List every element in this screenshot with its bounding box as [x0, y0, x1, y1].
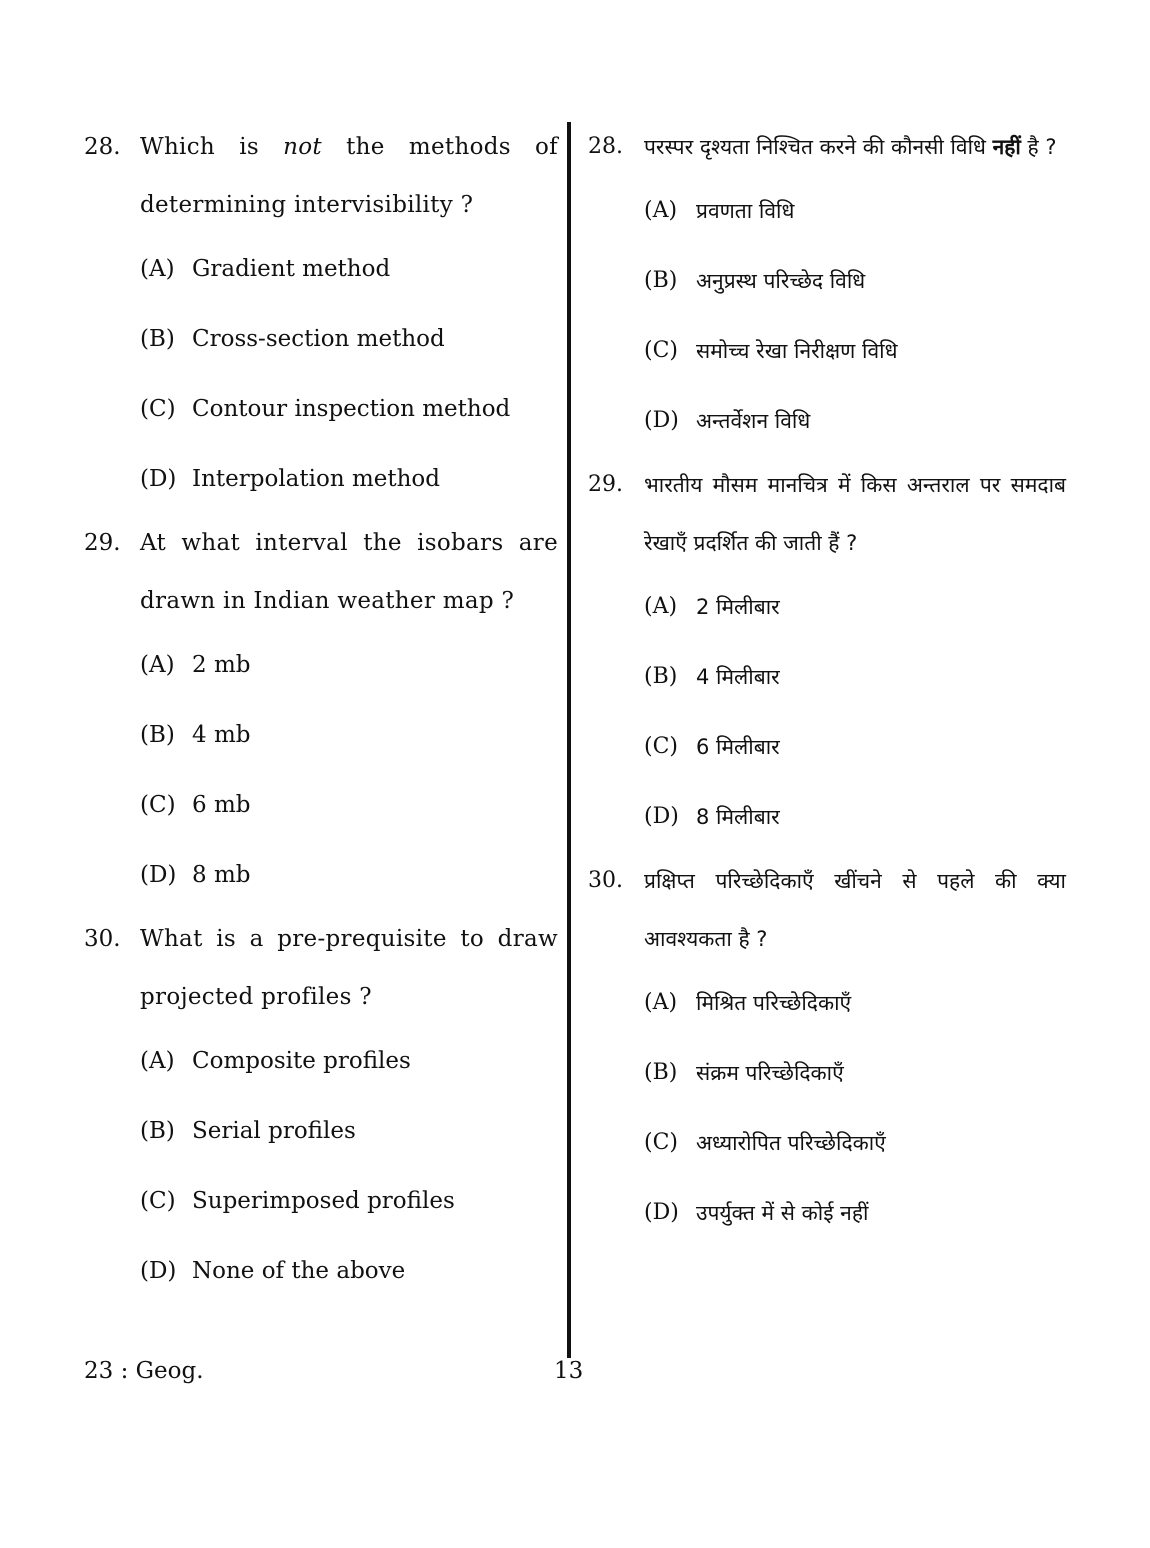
question-30-hindi [588, 852, 1066, 1248]
column-divider [567, 122, 571, 1358]
question-number: 29. [588, 472, 623, 497]
option-a: (A) 2 mb [140, 652, 251, 678]
option-b: (B) संक्रम परिच्छेदिकाएँ [644, 1060, 844, 1085]
paper-code: 23 : Geog. [84, 1358, 204, 1384]
option-a: (A) Gradient method [140, 256, 391, 282]
option-d: (D) 8 mb [140, 862, 251, 888]
option-a: (A) 2 मिलीबार [644, 594, 780, 619]
question-29-hindi [588, 456, 1066, 852]
question-30-english [84, 910, 558, 1306]
english-column [84, 118, 558, 1306]
question-stem: Which is not the methods of determining intervisibility ? [140, 134, 558, 218]
option-b: (B) 4 mb [140, 722, 251, 748]
question-number: 30. [84, 926, 121, 952]
question-stem: At what interval the isobars are drawn in Indian weather map ? [140, 530, 558, 614]
question-number: 29. [84, 530, 121, 556]
question-number: 30. [588, 868, 623, 893]
option-c: (C) अध्यारोपित परिच्छेदिकाएँ [644, 1130, 886, 1155]
question-number: 28. [588, 134, 623, 159]
question-29-english [84, 514, 558, 910]
option-a: (A) Composite profiles [140, 1048, 411, 1074]
option-b: (B) अनुप्रस्थ परिच्छेद विधि [644, 268, 866, 293]
question-stem: भारतीय मौसम मानचित्र में किस अन्तराल पर समदाब रेखाएँ प्रदर्शित की जाती हैं ? [644, 473, 1066, 555]
question-stem: प्रक्षिप्त परिच्छेदिकाएँ खींचने से पहले की क्या आवश्यकता है ? [644, 869, 1066, 951]
option-c: (C) समोच्च रेखा निरीक्षण विधि [644, 338, 898, 363]
hindi-column [588, 118, 1066, 1248]
option-d: (D) 8 मिलीबार [644, 804, 780, 829]
option-a: (A) प्रवणता विधि [644, 198, 795, 223]
option-d: (D) None of the above [140, 1258, 406, 1284]
question-28-english [84, 118, 558, 514]
question-stem: परस्पर दृश्यता निश्चित करने की कौनसी विधि नहीं है ? [644, 135, 1057, 159]
option-a: (A) मिश्रित परिच्छेदिकाएँ [644, 990, 852, 1015]
page-number: 13 [554, 1358, 584, 1384]
option-d: (D) अन्तर्वेशन विधि [644, 408, 811, 433]
option-d: (D) उपर्युक्त में से कोई नहीं [644, 1200, 869, 1225]
option-c: (C) Superimposed profiles [140, 1188, 455, 1214]
option-b: (B) 4 मिलीबार [644, 664, 780, 689]
option-c: (C) Contour inspection method [140, 396, 511, 422]
emphasis-nahin: नहीं [992, 135, 1021, 159]
option-d: (D) Interpolation method [140, 466, 441, 492]
option-c: (C) 6 mb [140, 792, 251, 818]
question-number: 28. [84, 134, 121, 160]
question-28-hindi [588, 118, 1066, 456]
option-b: (B) Cross-section method [140, 326, 445, 352]
emphasis-not: not [283, 134, 322, 160]
option-c: (C) 6 मिलीबार [644, 734, 780, 759]
question-stem: What is a pre-prequisite to draw projected profiles ? [140, 926, 558, 1010]
option-b: (B) Serial profiles [140, 1118, 356, 1144]
